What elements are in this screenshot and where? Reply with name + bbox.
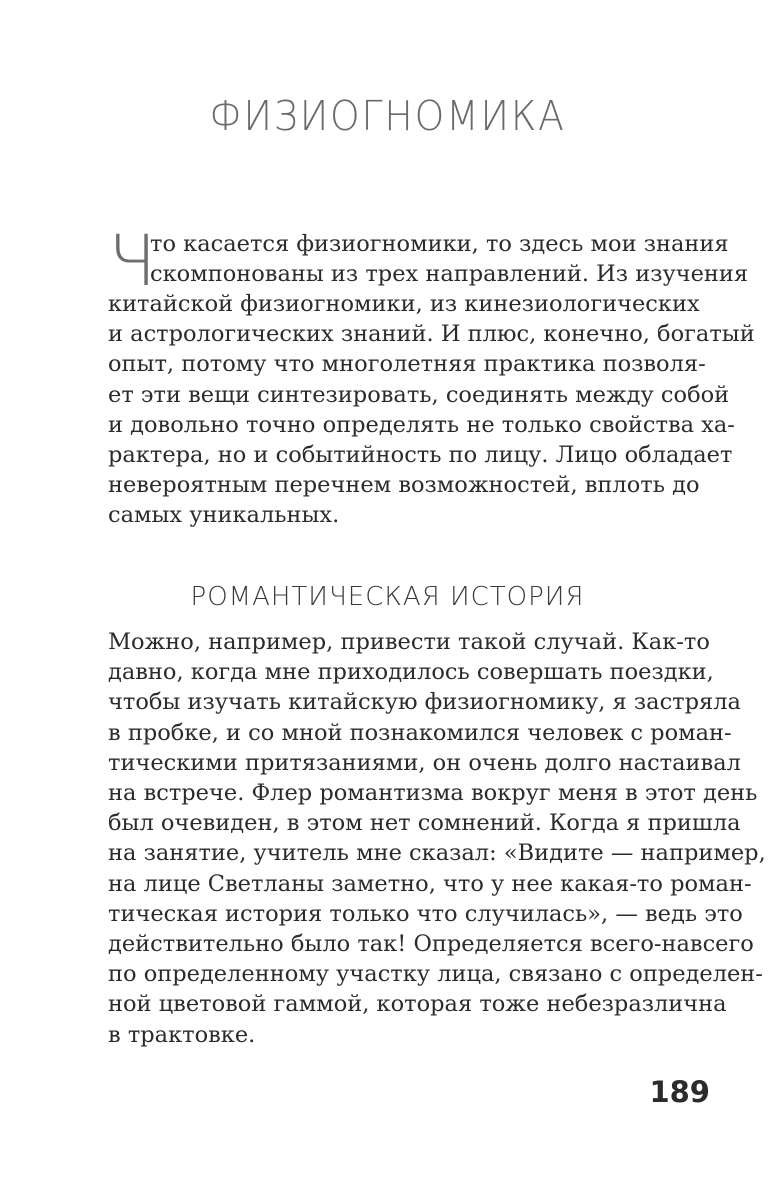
section-line: в пробке, и со мной познакомился человек с роман- (108, 719, 732, 746)
chapter-title: ФИЗИОГНОМИКА (209, 92, 566, 140)
intro-line: и астрологических знаний. И плюс, конечно, богатый (108, 321, 755, 348)
section-line: тическая история только что случилась», — ведь это (108, 900, 743, 927)
section-line: ной цветовой гаммой, которая тоже небезразлична (108, 991, 727, 1018)
intro-line: опыт, потому что многолетняя практика позволя- (108, 351, 706, 378)
page-number: 189 (649, 1075, 710, 1109)
section-line: на лице Светланы заметно, что у нее какая-то роман- (108, 870, 752, 897)
section-line: по определенному участку лица, связано с определен- (108, 961, 763, 988)
drop-cap: Ч (108, 220, 156, 302)
section-paragraph (108, 627, 766, 1050)
section-title: РОМАНТИЧЕСКАЯ ИСТОРИЯ (190, 582, 585, 612)
intro-paragraph (108, 289, 755, 531)
intro-line: ет эти вещи синтезировать, соединять между собой (108, 381, 730, 408)
section-line: был очевиден, в этом нет сомнений. Когда я пришла (108, 810, 741, 837)
section-line: тическими притязаниями, он очень долго настаивал (108, 749, 741, 776)
section-line: давно, когда мне приходилось совершать поездки, (108, 659, 714, 686)
section-line: чтобы изучать китайскую физиогномику, я застряла (108, 689, 741, 716)
section-line: на занятие, учитель мне сказал: «Видите — например, (108, 840, 766, 867)
intro-line: рактера, но и событийность по лицу. Лицо обладает (108, 442, 733, 469)
section-line: на встрече. Флер романтизма вокруг меня в этот день (108, 780, 758, 807)
section-line: в трактовке. (108, 1021, 256, 1048)
intro-line: то касается физиогномики, то здесь мои знания (150, 231, 729, 257)
intro-line: китайской физиогномики, из кинезиологических (108, 291, 700, 317)
section-line: действительно было так! Определяется всего-навсего (108, 931, 754, 958)
section-line: Можно, например, привести такой случай. Как-то (108, 629, 710, 655)
intro-line: невероятным перечнем возможностей, вплоть до (108, 472, 700, 499)
intro-line: и довольно точно определять не только свойства ха- (108, 411, 735, 438)
intro-line: скомпонованы из трех направлений. Из изучения (150, 261, 749, 288)
intro-line: самых уникальных. (108, 502, 340, 529)
intro-paragraph-start (150, 229, 749, 289)
